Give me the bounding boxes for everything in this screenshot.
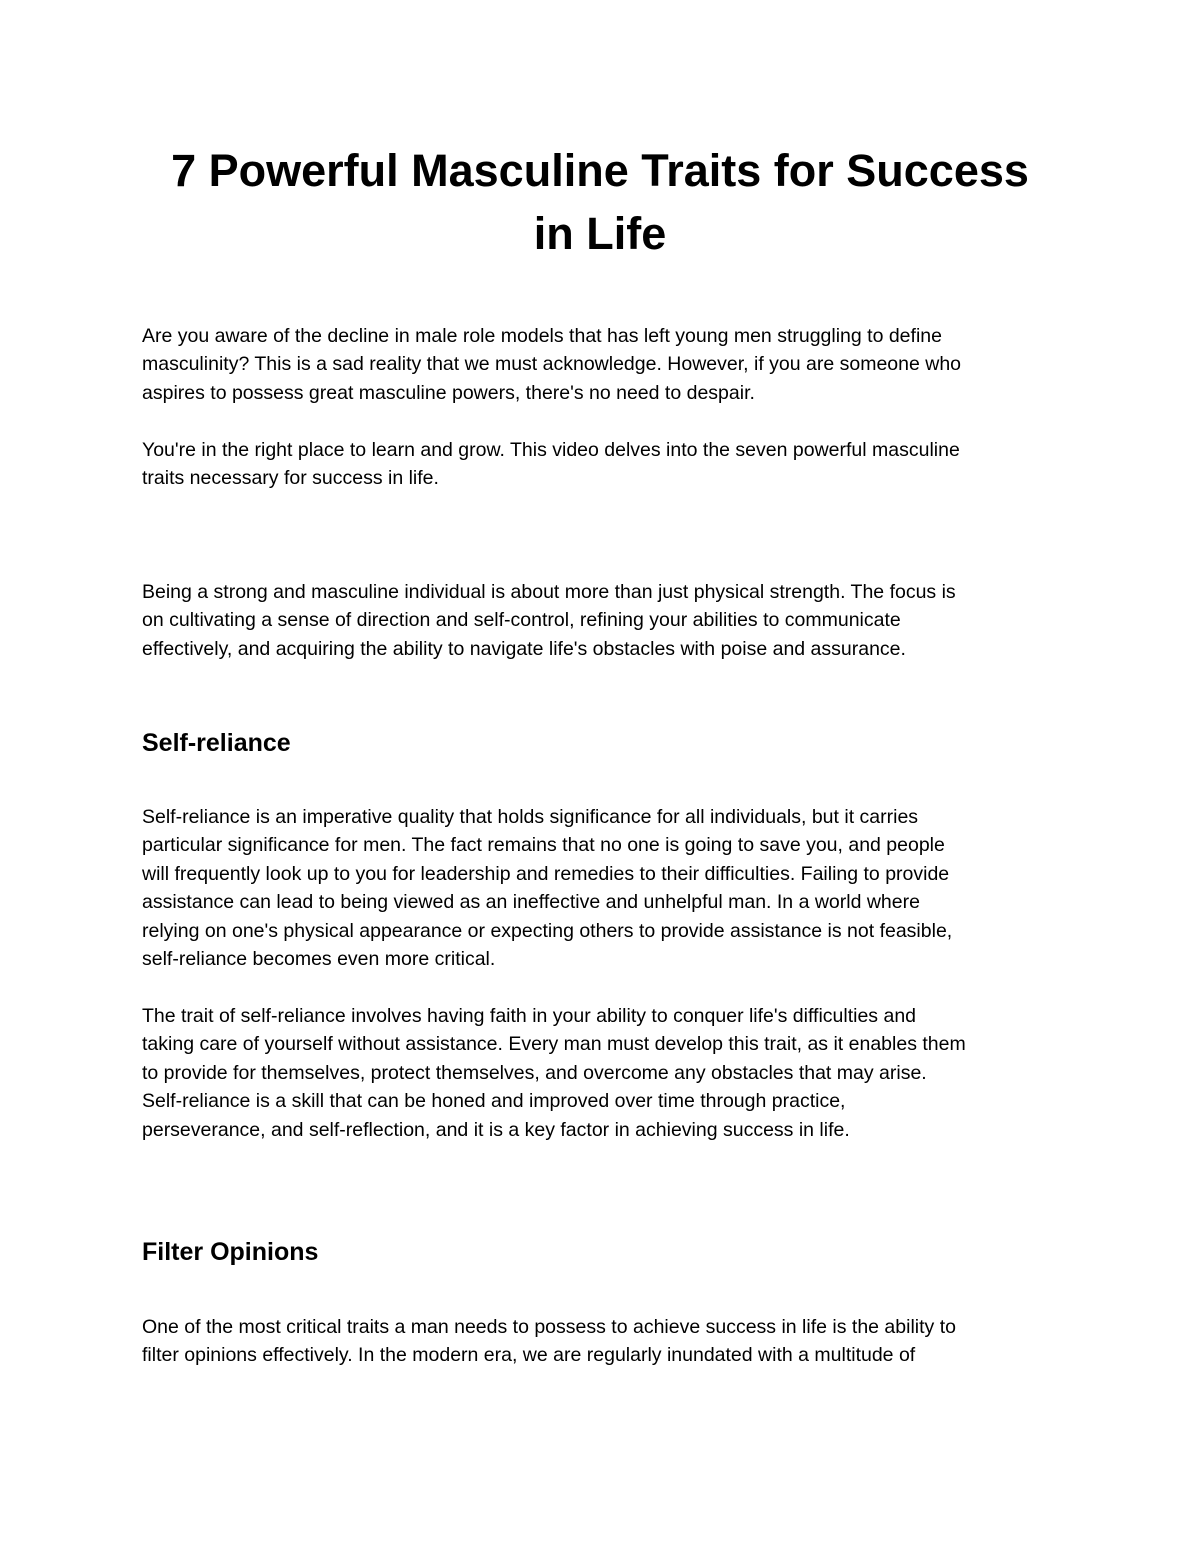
text-line: assistance can lead to being viewed as an ineffective and unhelpful man. In a world where (142, 891, 920, 914)
text-line: filter opinions effectively. In the modern era, we are regularly inundated with a multitude of (142, 1344, 916, 1367)
text-line: One of the most critical traits a man needs to possess to achieve success in life is the ability to (142, 1316, 956, 1338)
paragraph (142, 1002, 1082, 1144)
paragraph (142, 436, 1082, 493)
text-line: to provide for themselves, protect themselves, and overcome any obstacles that may arise. (142, 1061, 927, 1084)
paragraph (142, 322, 1082, 407)
text-line: on cultivating a sense of direction and self-control, refining your abilities to communicate (142, 609, 901, 632)
text-line: perseverance, and self-reflection, and it is a key factor in achieving success in life. (142, 1118, 850, 1141)
text-line: relying on one's physical appearance or expecting others to provide assistance is not feasible, (142, 919, 953, 942)
title-line: 7 Powerful Masculine Traits for Success (171, 145, 1029, 196)
text-line: will frequently look up to you for leadership and remedies to their difficulties. Failing to provide (142, 862, 950, 885)
document-title (0, 139, 1200, 265)
text-line: Being a strong and masculine individual is about more than just physical strength. The focus is (142, 581, 956, 603)
paragraph (142, 1313, 1082, 1370)
section-heading: Filter Opinions (142, 1238, 319, 1266)
text-line: traits necessary for success in life. (142, 467, 439, 490)
text-line: taking care of yourself without assistance. Every man must develop this trait, as it enables them (142, 1033, 966, 1056)
text-line: self-reliance becomes even more critical. (142, 948, 496, 971)
text-line: Are you aware of the decline in male role models that has left young men struggling to define (142, 325, 942, 347)
section-heading: Self-reliance (142, 729, 291, 757)
text-line: The trait of self-reliance involves having faith in your ability to conquer life's difficulties and (142, 1005, 917, 1027)
paragraph (142, 803, 1082, 973)
text-line: Self-reliance is a skill that can be honed and improved over time through practice, (142, 1090, 846, 1113)
text-line: effectively, and acquiring the ability to navigate life's obstacles with poise and assurance. (142, 637, 906, 660)
paragraph (142, 578, 1082, 663)
title-line: in Life (533, 208, 667, 259)
text-line: Self-reliance is an imperative quality that holds significance for all individuals, but it carries (142, 806, 919, 828)
text-line: particular significance for men. The fact remains that no one is going to save you, and people (142, 834, 945, 857)
text-line: masculinity? This is a sad reality that we must acknowledge. However, if you are someone who (142, 353, 962, 376)
text-line: aspires to possess great masculine powers, there's no need to despair. (142, 381, 755, 404)
text-line: You're in the right place to learn and grow. This video delves into the seven powerful masculine (142, 439, 960, 461)
